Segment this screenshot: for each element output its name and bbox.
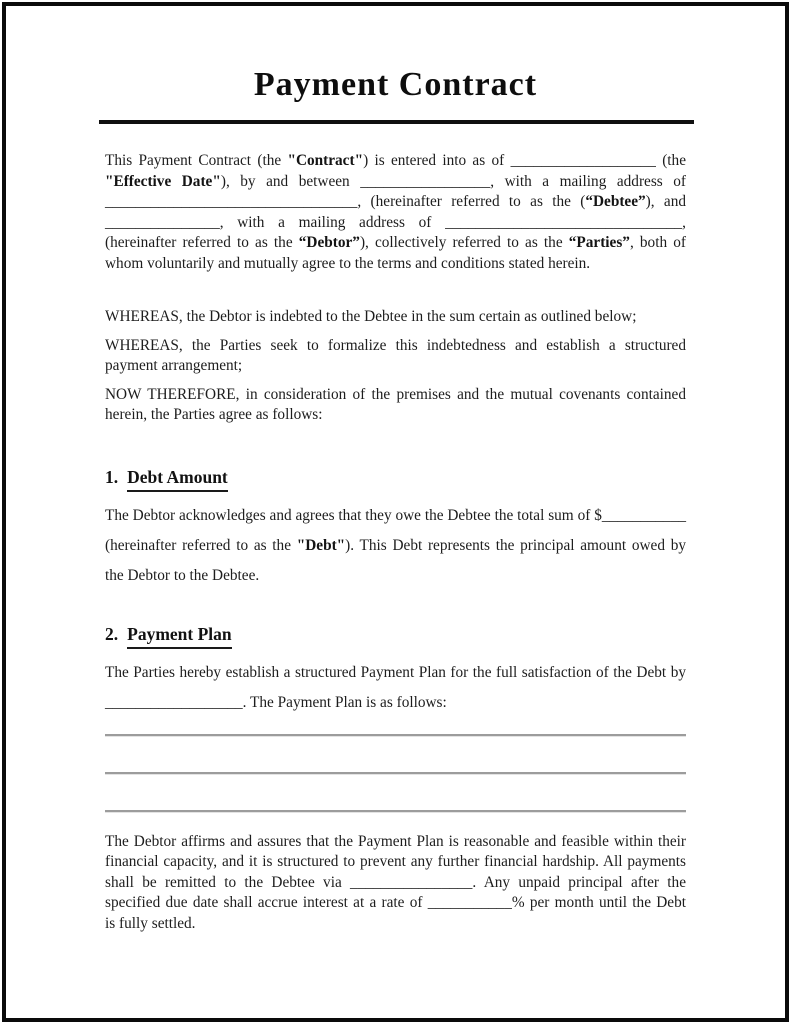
text-line (105, 852, 686, 873)
text-run: % per month until the Debt (511, 894, 686, 911)
text-line (105, 385, 686, 406)
text-line (105, 658, 686, 688)
text-run: specified due date shall accrue interest at a rate of (105, 894, 428, 911)
text-run: This Payment Contract (the (105, 152, 288, 169)
text-line (105, 405, 686, 426)
text-run: WHEREAS, the Parties seek to formalize this indebtedness and establish a structured (105, 336, 686, 354)
text-run: ), and (645, 193, 686, 210)
payment-plan-paragraph (105, 658, 686, 718)
text-run: , with a mailing address of (490, 172, 687, 190)
text-line (105, 254, 686, 275)
text-run: . The Payment Plan is as follows: (242, 693, 447, 711)
text-run: the Debtor to the Debtee. (105, 566, 260, 584)
section-heading-label: Debt Amount (127, 466, 228, 492)
text-line (105, 914, 686, 935)
text-run: WHEREAS, the Debtor is indebted to the Debtee in the sum certain as outlined below; (105, 308, 637, 325)
text-run: NOW THEREFORE, in consideration of the premises and the mutual covenants contained (105, 385, 686, 403)
text-line (105, 832, 686, 853)
section-heading-label: Payment Plan (127, 623, 232, 649)
text-run: ) is entered into as of (363, 152, 511, 169)
text-line (105, 151, 686, 172)
recital-paragraph-now-therefore (105, 385, 686, 426)
defined-term-parties: “Parties” (568, 234, 630, 251)
fill-in-blank-debtee-address[interactable]: _________________________________ (105, 193, 358, 210)
text-line (105, 501, 686, 531)
text-run: whom voluntarily and mutually agree to the terms and conditions stated herein. (105, 254, 591, 272)
section-2-heading (105, 623, 686, 649)
section-number: 1. (105, 466, 119, 487)
text-run: (the (655, 152, 686, 169)
text-run: payment arrangement; (105, 357, 243, 374)
title-divider (99, 120, 694, 124)
text-line (105, 172, 686, 193)
text-run: financial capacity, and it is structured to prevent any further financial hardship. All payments (105, 853, 686, 870)
text-run: The Debtor affirms and assures that the Payment Plan is reasonable and feasible within their (105, 832, 686, 850)
defined-term-debtor: “Debtor” (298, 234, 360, 251)
write-in-line[interactable] (105, 772, 686, 775)
text-run: , (682, 213, 686, 231)
text-run: , both of (629, 234, 686, 251)
fill-in-blank-debtor-name[interactable]: _______________ (105, 213, 220, 231)
text-line (105, 307, 686, 328)
payment-plan-write-in-area (105, 734, 686, 813)
text-line (105, 192, 686, 213)
recital-paragraph-2 (105, 336, 686, 377)
fill-in-blank-debtor-address[interactable]: _______________________________ (445, 213, 683, 231)
write-in-line[interactable] (105, 810, 686, 813)
defined-term-debtee: “Debtee” (585, 193, 646, 210)
text-line (105, 356, 686, 377)
text-run: , with a mailing address of (219, 213, 446, 231)
text-run: (hereinafter referred to as the (105, 536, 297, 554)
text-run: . Any unpaid principal after the (472, 873, 686, 891)
defined-term-contract: "Contract" (287, 152, 364, 169)
text-run: ), collectively referred to as the (359, 234, 569, 251)
text-run: (hereinafter referred to as the (105, 234, 299, 251)
defined-term-effective-date: "Effective Date" (105, 172, 221, 190)
text-run: ), by and between (220, 172, 361, 190)
fill-in-blank-payment-method[interactable]: ________________ (350, 873, 473, 891)
section-1-heading (105, 466, 686, 492)
fill-in-blank-debtee-name[interactable]: _________________ (360, 172, 491, 190)
fill-in-blank-debt-sum[interactable]: ___________ (601, 506, 686, 524)
write-in-line[interactable] (105, 734, 686, 737)
debt-amount-paragraph (105, 501, 686, 591)
recitals-block (105, 307, 686, 426)
page-title: Payment Contract (253, 66, 538, 103)
recital-paragraph-1 (105, 307, 686, 328)
text-run: The Parties hereby establish a structured Payment Plan for the full satisfaction of the Debt by (105, 663, 686, 681)
fill-in-blank-effective-date[interactable]: ___________________ (510, 152, 656, 169)
text-line (105, 233, 686, 254)
text-run: The Debtor acknowledges and agrees that they owe the Debtee the total sum of $ (105, 506, 602, 524)
section-number: 2. (105, 623, 119, 644)
text-line (105, 213, 686, 234)
intro-paragraph (105, 151, 686, 274)
text-line (105, 336, 686, 357)
defined-term-debt: "Debt" (296, 536, 346, 554)
text-run: ). This Debt represents the principal amount owed by (345, 536, 686, 554)
text-line (105, 873, 686, 894)
text-line (105, 688, 686, 718)
text-run: is fully settled. (105, 914, 196, 932)
text-line (105, 893, 686, 914)
text-line (105, 561, 686, 591)
fill-in-blank-interest-rate[interactable]: ___________ (427, 894, 512, 911)
fill-in-blank-plan-date[interactable]: __________________ (105, 693, 243, 711)
text-run: herein, the Parties agree as follows: (105, 406, 323, 423)
text-run: , (hereinafter referred to as the ( (357, 193, 586, 210)
text-run: shall be remitted to the Debtee via (105, 873, 351, 891)
text-line (105, 531, 686, 561)
closing-paragraph (105, 832, 686, 935)
